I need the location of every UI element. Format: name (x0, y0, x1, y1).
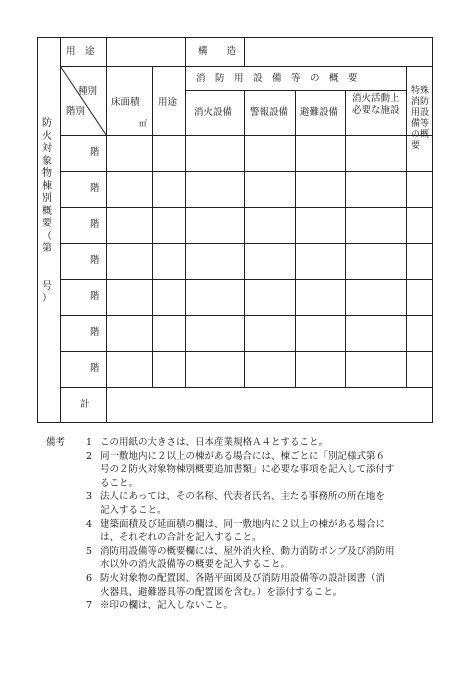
vertical-title-char: 別 (42, 193, 52, 204)
note-item (46, 450, 466, 491)
special-facilities-header: 特殊消防用設備等の概要 (411, 86, 430, 151)
notes-heading: 備考 (46, 437, 66, 448)
total-label: 計 (80, 399, 90, 410)
vertical-title-char: 要 (42, 218, 52, 229)
floor-row-label: 階 (90, 363, 100, 374)
note-item (46, 518, 466, 545)
floor-area-unit: ㎡ (139, 119, 147, 128)
note-number: 7 (86, 600, 93, 612)
firefighting-header: 消火活動上必要な施設 (352, 93, 400, 116)
vertical-title-char: 対 (42, 143, 52, 154)
vertical-title-char: 概 (42, 205, 52, 217)
type-header: 種別 (78, 86, 98, 97)
vertical-title-char (40, 256, 54, 269)
fire-extinguishing-header: 消火設備 (194, 107, 233, 118)
vertical-title-char: 火 (42, 130, 52, 142)
vertical-title-char (40, 268, 54, 281)
note-text: 消防用設備等の概要欄には、屋外消火栓、動力消防ポンプ及び消防用 水以外の消火設備等の概要を記入すること。 (100, 545, 395, 571)
floor-row-label: 階 (90, 327, 100, 338)
floor-row-label: 階 (90, 147, 100, 158)
notes-list (46, 436, 466, 613)
vertical-title-char: ） (42, 293, 52, 304)
note-number: 1 (86, 437, 93, 448)
evacuation-header: 避難設備 (300, 107, 339, 118)
notes-section (46, 436, 466, 613)
note-item (46, 490, 466, 517)
alarm-header: 警報設備 (250, 107, 289, 118)
floor-header: 階別 (66, 106, 86, 117)
note-text: ※印の欄は、記入しないこと。 (100, 600, 234, 612)
floor-row-label: 階 (90, 219, 100, 230)
vertical-title-char: 号 (42, 280, 52, 292)
use-header: 用途 (158, 97, 178, 108)
note-number: 6 (86, 572, 93, 584)
note-number: 2 (86, 450, 93, 462)
note-number: 5 (86, 545, 93, 557)
structure-label: 構 造 (198, 46, 237, 57)
floor-row-label: 階 (90, 255, 100, 266)
vertical-title-char: 第 (42, 243, 52, 254)
note-text: 法人にあっては、その名称、代表者氏名、主たる事務所の所在地を 記入すること。 (100, 491, 385, 516)
note-number: 3 (86, 491, 93, 503)
note-text: 同一敷地内に２以上の棟がある場合には、棟ごとに「別記様式第６ 号の２防火対象物棟別概要追加書類」に必要な事項を記入して添付す ること。 (100, 450, 395, 489)
vertical-title-char: 棟 (42, 180, 52, 192)
note-text: この用紙の大きさは、日本産業規格Ａ４とすること。 (100, 437, 329, 448)
note-item (46, 599, 466, 613)
vertical-title-char: 防 (42, 118, 52, 129)
use-label: 用 途 (66, 46, 95, 57)
facilities-group-header: 消 防 用 設 備 等 の 概 要 (196, 73, 358, 84)
note-item (46, 545, 466, 572)
floor-row-label: 階 (90, 291, 100, 302)
note-number: 4 (86, 518, 93, 530)
note-text: 防火対象物の配置図、各階平面図及び消防用設備等の設計図書（消 火器具、避難器具等の配置図を含む。）を添付すること。 (100, 572, 386, 598)
note-text: 建築面積及び延面積の欄は、同一敷地内に２以上の棟がある場合に は、それぞれの合計を記入すること。 (100, 518, 386, 544)
floor-area-header: 床面積 (111, 97, 140, 108)
note-item (46, 436, 466, 450)
form-vertical-title (40, 118, 54, 306)
vertical-title-char: 物 (42, 168, 52, 179)
vertical-title-char: （ (42, 230, 52, 242)
note-item (46, 572, 466, 599)
vertical-title-char: 象 (42, 155, 52, 167)
floor-row-label: 階 (90, 183, 100, 194)
